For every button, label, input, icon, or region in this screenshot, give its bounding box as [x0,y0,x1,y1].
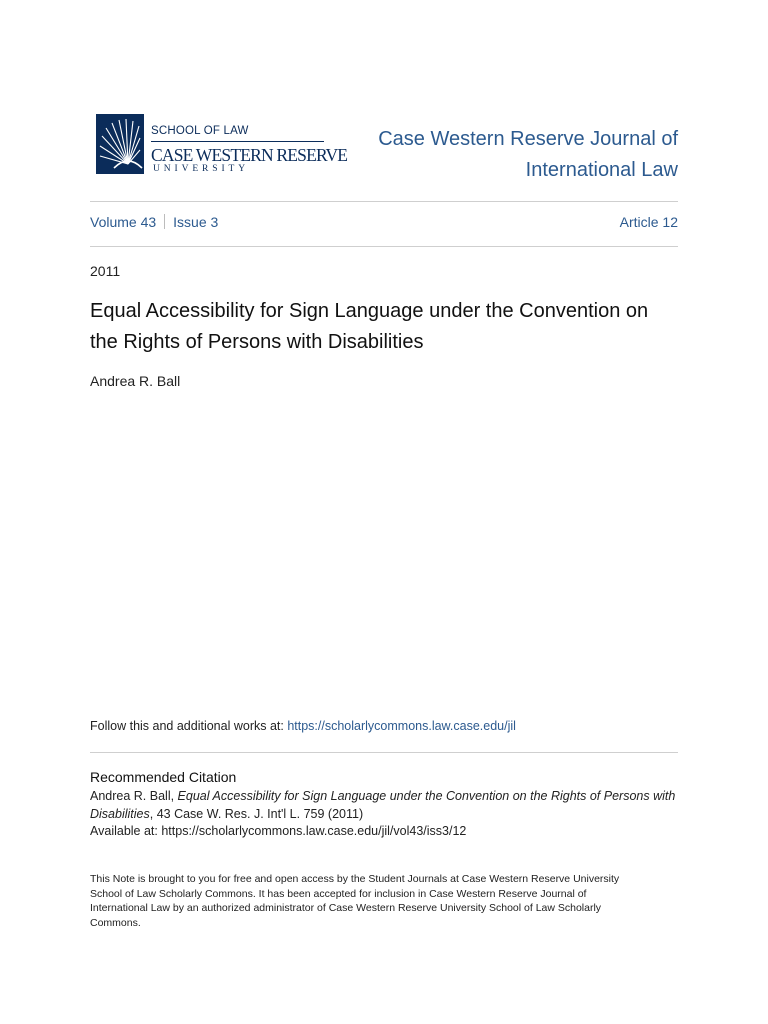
access-note [90,872,680,930]
citation-line-2 [90,806,682,824]
citation-title-part-1: Equal Accessibility for Sign Language under the Convention on the Rights of Persons with [177,789,676,803]
journal-title-link[interactable] [348,124,678,186]
issue-navigation [90,214,678,230]
access-note-line-1: This Note is brought to you for free and open access by the Student Journals at Case Western Reserve University [90,873,620,885]
recommended-citation [90,788,682,841]
sunburst-logo-icon [96,114,144,174]
issue-link[interactable]: Issue 3 [173,214,219,230]
logo-case-western-reserve: CASE WESTERN RESERVE [151,145,348,165]
header-divider [90,201,678,202]
access-note-line-4: Commons. [90,916,141,929]
article-link[interactable]: Article 12 [619,214,678,230]
publication-year: 2011 [90,263,121,279]
citation-author: Andrea R. Ball, [90,789,178,803]
logo-school-of-law: SCHOOL OF LAW [151,125,249,137]
follow-line [90,719,516,733]
issue-divider [90,246,678,247]
footer-divider [90,752,678,753]
access-note-line-2: School of Law Scholarly Commons. It has been accepted for inclusion in Case Western Reserve Journal of [90,887,587,900]
journal-title-line-2: International Law [525,159,678,181]
logo-divider [151,141,324,142]
journal-title-line-1: Case Western Reserve Journal of [378,128,678,150]
issue-separator [164,214,165,229]
citation-source: , 43 Case W. Res. J. Int'l L. 759 (2011) [149,806,364,821]
citation-available-at: Available at: https://scholarlycommons.law.case.edu/jil/vol43/iss3/12 [90,824,467,838]
volume-link[interactable]: Volume 43 [90,214,157,230]
article-title-line-1: Equal Accessibility for Sign Language under the Convention on [90,300,649,322]
citation-title-part-2: Disabilities [90,806,150,821]
follow-link[interactable]: https://scholarlycommons.law.case.edu/jil [287,719,516,733]
citation-line-1 [90,788,682,806]
access-note-line-3: International Law by an authorized administrator of Case Western Reserve University School of Law Scholarly [90,902,602,915]
follow-prefix: Follow this and additional works at: [90,719,288,733]
recommended-citation-heading: Recommended Citation [90,769,237,785]
author-name: Andrea R. Ball [90,373,181,389]
university-logo [96,114,348,176]
article-title [90,296,678,358]
article-title-line-2: the Rights of Persons with Disabilities [90,331,424,353]
logo-university: UNIVERSITY [153,164,249,174]
